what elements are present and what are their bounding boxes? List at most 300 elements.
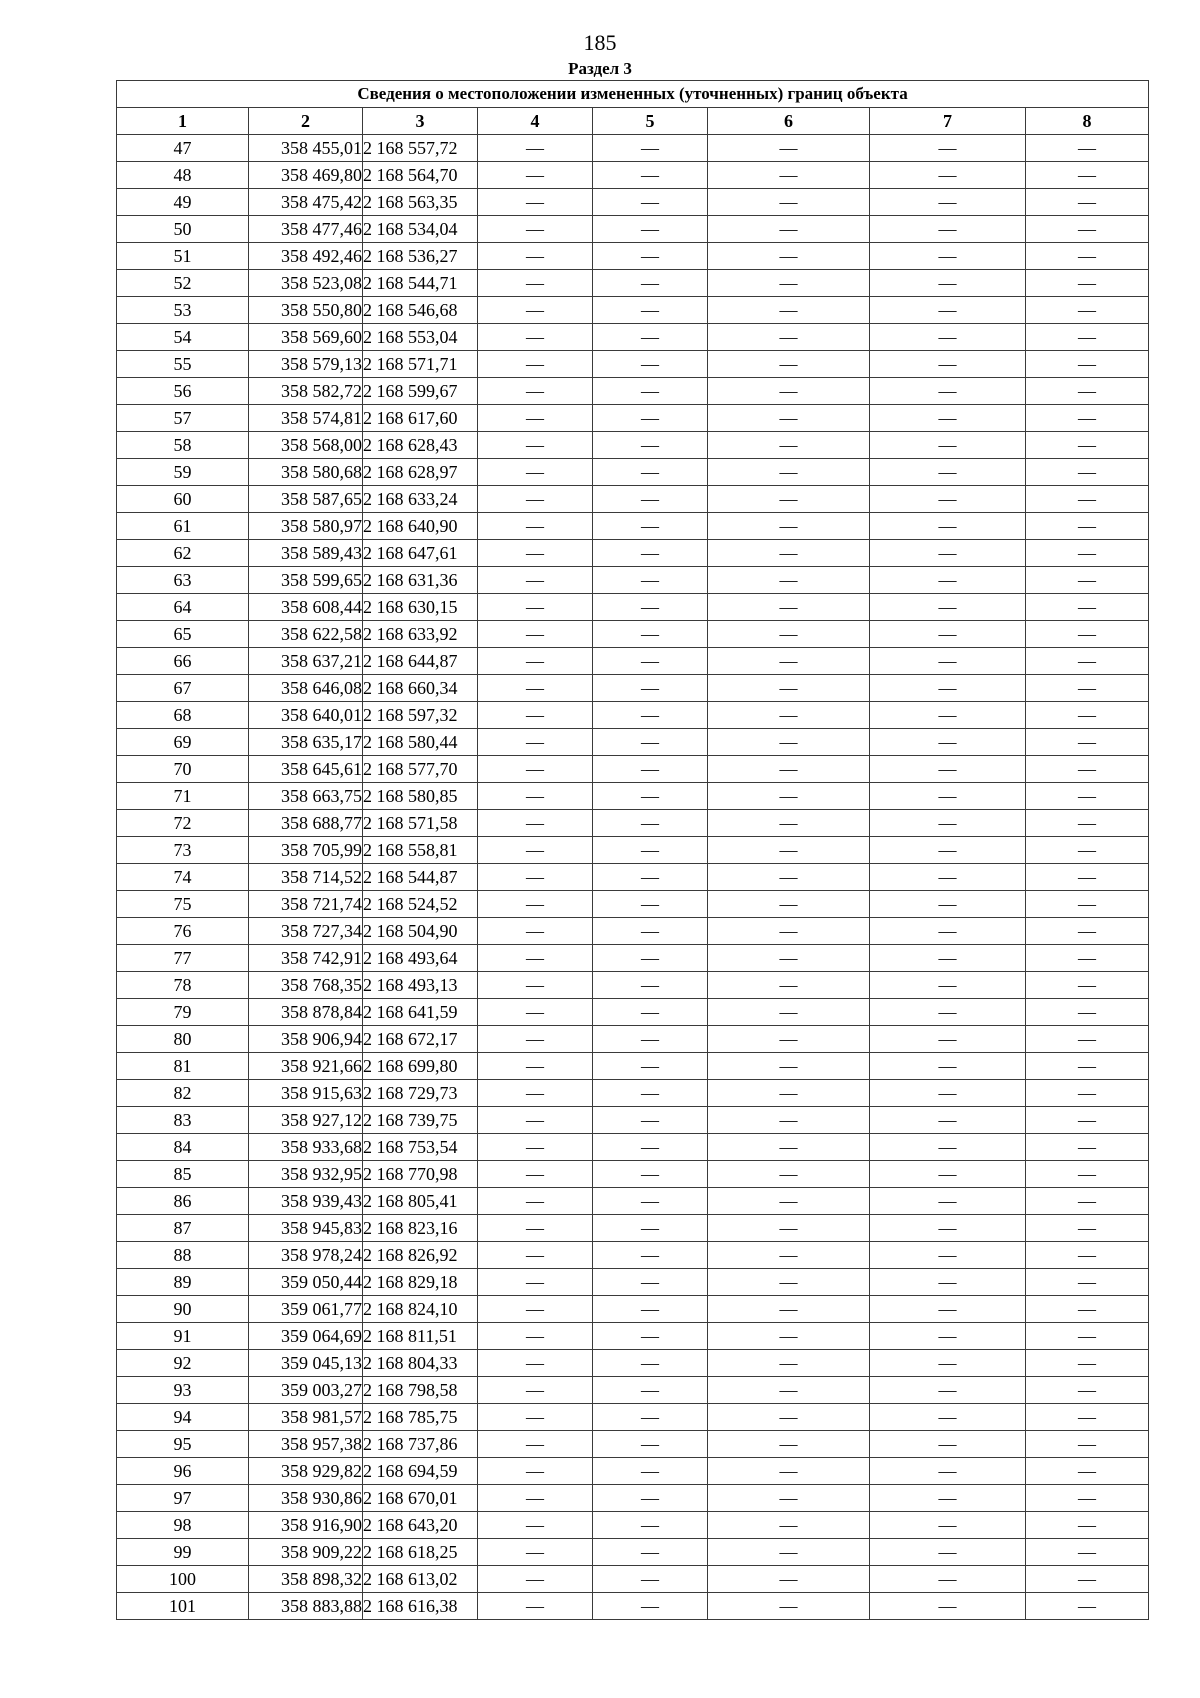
table-caption: Сведения о местоположении измененных (уточненных) границ объекта	[117, 81, 1149, 108]
empty-value-cell: —	[478, 1026, 593, 1053]
empty-value-cell: —	[478, 1458, 593, 1485]
empty-value-cell: —	[478, 1431, 593, 1458]
table-row	[117, 1026, 1149, 1053]
empty-value-cell: —	[478, 540, 593, 567]
table-row	[117, 1242, 1149, 1269]
y-coordinate-cell: 2 168 826,92	[363, 1242, 478, 1269]
empty-value-cell: —	[870, 1080, 1026, 1107]
empty-value-cell: —	[478, 918, 593, 945]
empty-value-cell: —	[708, 1458, 870, 1485]
table-row	[117, 1458, 1149, 1485]
point-number-cell: 86	[117, 1188, 249, 1215]
empty-value-cell: —	[1026, 1296, 1149, 1323]
point-number-cell: 55	[117, 351, 249, 378]
empty-value-cell: —	[870, 729, 1026, 756]
empty-value-cell: —	[593, 135, 708, 162]
empty-value-cell: —	[478, 1296, 593, 1323]
point-number-cell: 73	[117, 837, 249, 864]
page-number: 185	[583, 30, 617, 55]
point-number-cell: 50	[117, 216, 249, 243]
empty-value-cell: —	[593, 351, 708, 378]
empty-value-cell: —	[478, 243, 593, 270]
empty-value-cell: —	[1026, 945, 1149, 972]
empty-value-cell: —	[1026, 1512, 1149, 1539]
empty-value-cell: —	[593, 1269, 708, 1296]
empty-value-cell: —	[593, 1080, 708, 1107]
empty-value-cell: —	[1026, 810, 1149, 837]
x-coordinate-cell: 358 915,63	[249, 1080, 363, 1107]
empty-value-cell: —	[478, 810, 593, 837]
x-coordinate-cell: 358 580,97	[249, 513, 363, 540]
empty-value-cell: —	[593, 1215, 708, 1242]
y-coordinate-cell: 2 168 670,01	[363, 1485, 478, 1512]
y-coordinate-cell: 2 168 599,67	[363, 378, 478, 405]
empty-value-cell: —	[870, 405, 1026, 432]
table-row	[117, 270, 1149, 297]
empty-value-cell: —	[708, 1161, 870, 1188]
empty-value-cell: —	[593, 243, 708, 270]
empty-value-cell: —	[1026, 540, 1149, 567]
empty-value-cell: —	[1026, 1404, 1149, 1431]
y-coordinate-cell: 2 168 571,71	[363, 351, 478, 378]
empty-value-cell: —	[478, 216, 593, 243]
empty-value-cell: —	[593, 783, 708, 810]
table-row	[117, 351, 1149, 378]
table-row	[117, 162, 1149, 189]
empty-value-cell: —	[708, 999, 870, 1026]
table-row	[117, 1107, 1149, 1134]
point-number-cell: 60	[117, 486, 249, 513]
empty-value-cell: —	[1026, 432, 1149, 459]
table-row	[117, 1134, 1149, 1161]
y-coordinate-cell: 2 168 558,81	[363, 837, 478, 864]
empty-value-cell: —	[593, 189, 708, 216]
empty-value-cell: —	[593, 567, 708, 594]
table-row	[117, 189, 1149, 216]
empty-value-cell: —	[593, 1431, 708, 1458]
point-number-cell: 83	[117, 1107, 249, 1134]
empty-value-cell: —	[593, 648, 708, 675]
empty-value-cell: —	[593, 1026, 708, 1053]
empty-value-cell: —	[593, 1350, 708, 1377]
empty-value-cell: —	[478, 162, 593, 189]
empty-value-cell: —	[478, 324, 593, 351]
empty-value-cell: —	[1026, 1242, 1149, 1269]
x-coordinate-cell: 358 957,38	[249, 1431, 363, 1458]
empty-value-cell: —	[1026, 513, 1149, 540]
y-coordinate-cell: 2 168 633,92	[363, 621, 478, 648]
empty-value-cell: —	[593, 270, 708, 297]
empty-value-cell: —	[593, 162, 708, 189]
y-coordinate-cell: 2 168 804,33	[363, 1350, 478, 1377]
empty-value-cell: —	[870, 1323, 1026, 1350]
empty-value-cell: —	[870, 486, 1026, 513]
x-coordinate-cell: 358 455,01	[249, 135, 363, 162]
empty-value-cell: —	[708, 972, 870, 999]
point-number-cell: 52	[117, 270, 249, 297]
empty-value-cell: —	[1026, 756, 1149, 783]
empty-value-cell: —	[870, 1404, 1026, 1431]
table-row	[117, 1404, 1149, 1431]
column-header: 4	[478, 108, 593, 135]
empty-value-cell: —	[478, 1107, 593, 1134]
empty-value-cell: —	[870, 594, 1026, 621]
empty-value-cell: —	[870, 324, 1026, 351]
empty-value-cell: —	[708, 189, 870, 216]
empty-value-cell: —	[1026, 1134, 1149, 1161]
y-coordinate-cell: 2 168 643,20	[363, 1512, 478, 1539]
empty-value-cell: —	[593, 621, 708, 648]
point-number-cell: 79	[117, 999, 249, 1026]
y-coordinate-cell: 2 168 628,97	[363, 459, 478, 486]
empty-value-cell: —	[870, 1566, 1026, 1593]
empty-value-cell: —	[478, 729, 593, 756]
empty-value-cell: —	[870, 756, 1026, 783]
table-row	[117, 999, 1149, 1026]
y-coordinate-cell: 2 168 811,51	[363, 1323, 478, 1350]
empty-value-cell: —	[708, 837, 870, 864]
empty-value-cell: —	[708, 1566, 870, 1593]
empty-value-cell: —	[870, 378, 1026, 405]
point-number-cell: 62	[117, 540, 249, 567]
x-coordinate-cell: 359 045,13	[249, 1350, 363, 1377]
empty-value-cell: —	[478, 513, 593, 540]
x-coordinate-cell: 358 475,42	[249, 189, 363, 216]
empty-value-cell: —	[870, 621, 1026, 648]
empty-value-cell: —	[708, 378, 870, 405]
empty-value-cell: —	[708, 648, 870, 675]
y-coordinate-cell: 2 168 647,61	[363, 540, 478, 567]
empty-value-cell: —	[870, 270, 1026, 297]
empty-value-cell: —	[1026, 459, 1149, 486]
empty-value-cell: —	[870, 702, 1026, 729]
x-coordinate-cell: 359 064,69	[249, 1323, 363, 1350]
x-coordinate-cell: 358 727,34	[249, 918, 363, 945]
empty-value-cell: —	[478, 1512, 593, 1539]
table-row	[117, 918, 1149, 945]
x-coordinate-cell: 358 945,83	[249, 1215, 363, 1242]
empty-value-cell: —	[870, 297, 1026, 324]
x-coordinate-cell: 358 477,46	[249, 216, 363, 243]
empty-value-cell: —	[1026, 351, 1149, 378]
point-number-cell: 56	[117, 378, 249, 405]
y-coordinate-cell: 2 168 546,68	[363, 297, 478, 324]
empty-value-cell: —	[1026, 1566, 1149, 1593]
empty-value-cell: —	[593, 459, 708, 486]
table-row	[117, 1161, 1149, 1188]
empty-value-cell: —	[870, 1134, 1026, 1161]
empty-value-cell: —	[1026, 378, 1149, 405]
y-coordinate-cell: 2 168 577,70	[363, 756, 478, 783]
y-coordinate-cell: 2 168 823,16	[363, 1215, 478, 1242]
table-row	[117, 837, 1149, 864]
point-number-cell: 100	[117, 1566, 249, 1593]
empty-value-cell: —	[870, 1215, 1026, 1242]
table-row	[117, 864, 1149, 891]
table-row	[117, 702, 1149, 729]
x-coordinate-cell: 358 569,60	[249, 324, 363, 351]
empty-value-cell: —	[1026, 837, 1149, 864]
x-coordinate-cell: 358 933,68	[249, 1134, 363, 1161]
empty-value-cell: —	[1026, 999, 1149, 1026]
table-row	[117, 486, 1149, 513]
y-coordinate-cell: 2 168 617,60	[363, 405, 478, 432]
point-number-cell: 90	[117, 1296, 249, 1323]
boundary-coordinates-table	[116, 80, 1149, 1620]
empty-value-cell: —	[708, 1377, 870, 1404]
empty-value-cell: —	[708, 270, 870, 297]
empty-value-cell: —	[1026, 1053, 1149, 1080]
empty-value-cell: —	[1026, 1593, 1149, 1620]
empty-value-cell: —	[593, 702, 708, 729]
table-row	[117, 1539, 1149, 1566]
table-row	[117, 216, 1149, 243]
point-number-cell: 101	[117, 1593, 249, 1620]
point-number-cell: 95	[117, 1431, 249, 1458]
empty-value-cell: —	[708, 459, 870, 486]
empty-value-cell: —	[1026, 1215, 1149, 1242]
empty-value-cell: —	[593, 513, 708, 540]
point-number-cell: 47	[117, 135, 249, 162]
table-row	[117, 324, 1149, 351]
x-coordinate-cell: 358 929,82	[249, 1458, 363, 1485]
empty-value-cell: —	[478, 1080, 593, 1107]
empty-value-cell: —	[708, 918, 870, 945]
empty-value-cell: —	[593, 1134, 708, 1161]
empty-value-cell: —	[870, 1593, 1026, 1620]
empty-value-cell: —	[708, 702, 870, 729]
empty-value-cell: —	[870, 891, 1026, 918]
point-number-cell: 96	[117, 1458, 249, 1485]
table-row	[117, 378, 1149, 405]
empty-value-cell: —	[870, 567, 1026, 594]
point-number-cell: 63	[117, 567, 249, 594]
empty-value-cell: —	[708, 243, 870, 270]
y-coordinate-cell: 2 168 641,59	[363, 999, 478, 1026]
empty-value-cell: —	[478, 1485, 593, 1512]
empty-value-cell: —	[593, 891, 708, 918]
empty-value-cell: —	[1026, 972, 1149, 999]
column-header: 1	[117, 108, 249, 135]
empty-value-cell: —	[870, 972, 1026, 999]
empty-value-cell: —	[1026, 702, 1149, 729]
x-coordinate-cell: 358 574,81	[249, 405, 363, 432]
empty-value-cell: —	[593, 1053, 708, 1080]
point-number-cell: 77	[117, 945, 249, 972]
empty-value-cell: —	[1026, 270, 1149, 297]
empty-value-cell: —	[708, 1188, 870, 1215]
empty-value-cell: —	[478, 486, 593, 513]
empty-value-cell: —	[1026, 621, 1149, 648]
column-header: 2	[249, 108, 363, 135]
x-coordinate-cell: 358 646,08	[249, 675, 363, 702]
empty-value-cell: —	[708, 216, 870, 243]
y-coordinate-cell: 2 168 824,10	[363, 1296, 478, 1323]
x-coordinate-cell: 358 768,35	[249, 972, 363, 999]
empty-value-cell: —	[593, 1566, 708, 1593]
empty-value-cell: —	[870, 1458, 1026, 1485]
empty-value-cell: —	[708, 756, 870, 783]
x-coordinate-cell: 358 637,21	[249, 648, 363, 675]
y-coordinate-cell: 2 168 534,04	[363, 216, 478, 243]
point-number-cell: 59	[117, 459, 249, 486]
empty-value-cell: —	[593, 1458, 708, 1485]
point-number-cell: 64	[117, 594, 249, 621]
point-number-cell: 65	[117, 621, 249, 648]
empty-value-cell: —	[478, 378, 593, 405]
empty-value-cell: —	[593, 1377, 708, 1404]
empty-value-cell: —	[708, 405, 870, 432]
table-row	[117, 1566, 1149, 1593]
empty-value-cell: —	[870, 837, 1026, 864]
point-number-cell: 49	[117, 189, 249, 216]
table-row	[117, 594, 1149, 621]
x-coordinate-cell: 358 608,44	[249, 594, 363, 621]
empty-value-cell: —	[708, 351, 870, 378]
y-coordinate-cell: 2 168 829,18	[363, 1269, 478, 1296]
empty-value-cell: —	[478, 1323, 593, 1350]
empty-value-cell: —	[1026, 1323, 1149, 1350]
y-coordinate-cell: 2 168 524,52	[363, 891, 478, 918]
empty-value-cell: —	[870, 216, 1026, 243]
y-coordinate-cell: 2 168 660,34	[363, 675, 478, 702]
empty-value-cell: —	[478, 1350, 593, 1377]
empty-value-cell: —	[1026, 243, 1149, 270]
empty-value-cell: —	[478, 675, 593, 702]
empty-value-cell: —	[1026, 891, 1149, 918]
x-coordinate-cell: 358 582,72	[249, 378, 363, 405]
point-number-cell: 70	[117, 756, 249, 783]
y-coordinate-cell: 2 168 580,85	[363, 783, 478, 810]
x-coordinate-cell: 358 883,88	[249, 1593, 363, 1620]
empty-value-cell: —	[1026, 405, 1149, 432]
empty-value-cell: —	[478, 297, 593, 324]
empty-value-cell: —	[708, 1485, 870, 1512]
empty-value-cell: —	[478, 594, 593, 621]
y-coordinate-cell: 2 168 798,58	[363, 1377, 478, 1404]
x-coordinate-cell: 358 932,95	[249, 1161, 363, 1188]
point-number-cell: 57	[117, 405, 249, 432]
empty-value-cell: —	[708, 513, 870, 540]
empty-value-cell: —	[478, 189, 593, 216]
empty-value-cell: —	[1026, 324, 1149, 351]
x-coordinate-cell: 358 663,75	[249, 783, 363, 810]
empty-value-cell: —	[708, 1350, 870, 1377]
x-coordinate-cell: 358 635,17	[249, 729, 363, 756]
x-coordinate-cell: 358 916,90	[249, 1512, 363, 1539]
y-coordinate-cell: 2 168 557,72	[363, 135, 478, 162]
point-number-cell: 93	[117, 1377, 249, 1404]
empty-value-cell: —	[708, 1053, 870, 1080]
empty-value-cell: —	[870, 243, 1026, 270]
empty-value-cell: —	[870, 459, 1026, 486]
empty-value-cell: —	[478, 1134, 593, 1161]
y-coordinate-cell: 2 168 536,27	[363, 243, 478, 270]
table-row	[117, 972, 1149, 999]
empty-value-cell: —	[708, 1107, 870, 1134]
x-coordinate-cell: 358 622,58	[249, 621, 363, 648]
table-row	[117, 1080, 1149, 1107]
x-coordinate-cell: 358 579,13	[249, 351, 363, 378]
empty-value-cell: —	[870, 1485, 1026, 1512]
y-coordinate-cell: 2 168 493,13	[363, 972, 478, 999]
empty-value-cell: —	[593, 675, 708, 702]
y-coordinate-cell: 2 168 770,98	[363, 1161, 478, 1188]
x-coordinate-cell: 358 645,61	[249, 756, 363, 783]
empty-value-cell: —	[593, 297, 708, 324]
empty-value-cell: —	[1026, 162, 1149, 189]
table-row	[117, 405, 1149, 432]
y-coordinate-cell: 2 168 504,90	[363, 918, 478, 945]
empty-value-cell: —	[870, 648, 1026, 675]
table-row	[117, 675, 1149, 702]
empty-value-cell: —	[708, 1026, 870, 1053]
y-coordinate-cell: 2 168 563,35	[363, 189, 478, 216]
empty-value-cell: —	[478, 1539, 593, 1566]
empty-value-cell: —	[870, 1431, 1026, 1458]
x-coordinate-cell: 358 640,01	[249, 702, 363, 729]
empty-value-cell: —	[1026, 135, 1149, 162]
empty-value-cell: —	[708, 1404, 870, 1431]
empty-value-cell: —	[478, 135, 593, 162]
table-row	[117, 513, 1149, 540]
x-coordinate-cell: 358 469,80	[249, 162, 363, 189]
table-row	[117, 1377, 1149, 1404]
empty-value-cell: —	[708, 324, 870, 351]
empty-value-cell: —	[870, 1269, 1026, 1296]
empty-value-cell: —	[1026, 297, 1149, 324]
y-coordinate-cell: 2 168 544,87	[363, 864, 478, 891]
y-coordinate-cell: 2 168 580,44	[363, 729, 478, 756]
empty-value-cell: —	[1026, 216, 1149, 243]
x-coordinate-cell: 358 878,84	[249, 999, 363, 1026]
point-number-cell: 91	[117, 1323, 249, 1350]
table-row	[117, 243, 1149, 270]
empty-value-cell: —	[478, 648, 593, 675]
x-coordinate-cell: 358 568,00	[249, 432, 363, 459]
empty-value-cell: —	[708, 162, 870, 189]
x-coordinate-cell: 358 898,32	[249, 1566, 363, 1593]
empty-value-cell: —	[478, 1404, 593, 1431]
empty-value-cell: —	[478, 621, 593, 648]
empty-value-cell: —	[1026, 1269, 1149, 1296]
empty-value-cell: —	[870, 513, 1026, 540]
table-row	[117, 1323, 1149, 1350]
x-coordinate-cell: 358 906,94	[249, 1026, 363, 1053]
empty-value-cell: —	[478, 459, 593, 486]
point-number-cell: 78	[117, 972, 249, 999]
empty-value-cell: —	[593, 216, 708, 243]
empty-value-cell: —	[478, 783, 593, 810]
empty-value-cell: —	[870, 1053, 1026, 1080]
empty-value-cell: —	[593, 972, 708, 999]
point-number-cell: 66	[117, 648, 249, 675]
empty-value-cell: —	[870, 1539, 1026, 1566]
x-coordinate-cell: 358 927,12	[249, 1107, 363, 1134]
empty-value-cell: —	[708, 1080, 870, 1107]
point-number-cell: 98	[117, 1512, 249, 1539]
empty-value-cell: —	[478, 270, 593, 297]
point-number-cell: 81	[117, 1053, 249, 1080]
empty-value-cell: —	[1026, 729, 1149, 756]
x-coordinate-cell: 358 742,91	[249, 945, 363, 972]
x-coordinate-cell: 358 714,52	[249, 864, 363, 891]
empty-value-cell: —	[1026, 918, 1149, 945]
table-row	[117, 1431, 1149, 1458]
empty-value-cell: —	[478, 432, 593, 459]
empty-value-cell: —	[708, 135, 870, 162]
y-coordinate-cell: 2 168 553,04	[363, 324, 478, 351]
